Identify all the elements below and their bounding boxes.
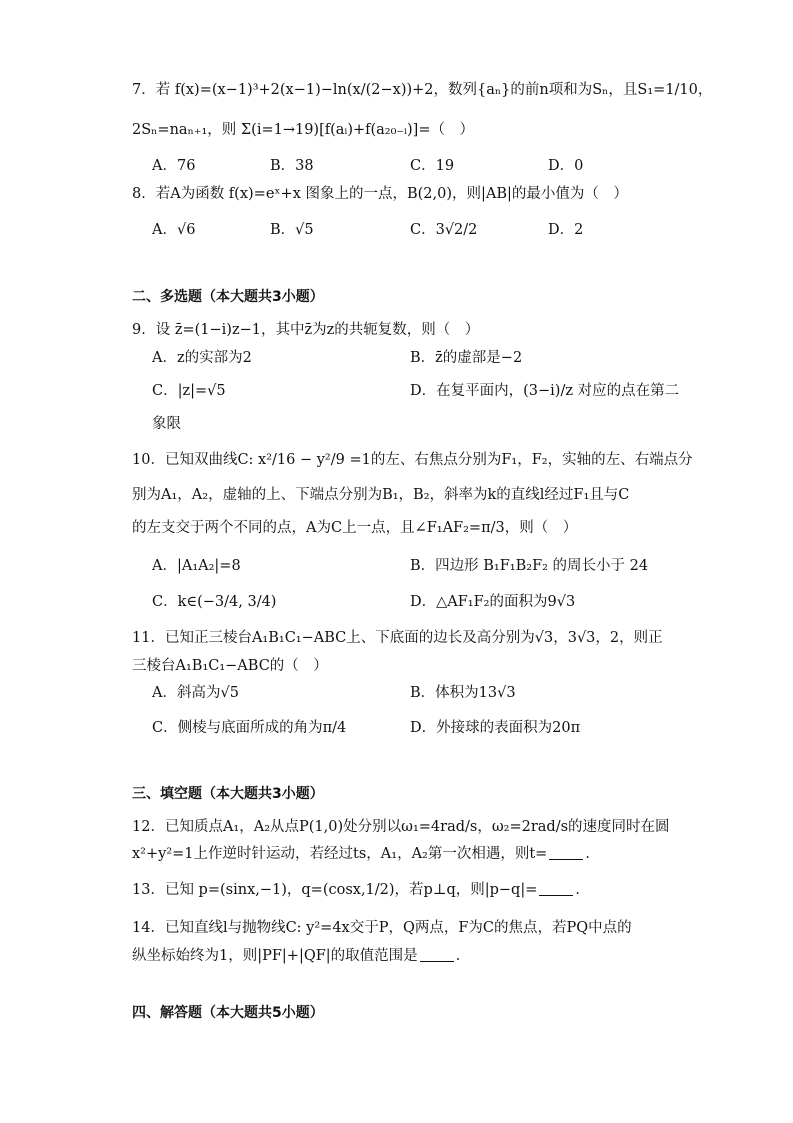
q11-line2: 三棱台A₁B₁C₁−ABC的（ ） (132, 658, 328, 674)
q10-option-b: B．四边形 B₁F₁B₂F₂ 的周长小于 24 (410, 558, 649, 574)
q8-option-c: C．3√2/2 (410, 222, 478, 238)
q13-line1-text: 13．已知 p=(sinx,−1)，q=(cosx,1/2)，若p⊥q，则|p−q|= (132, 882, 538, 898)
q8-option-b: B．√5 (270, 222, 314, 238)
q14-end: ． (455, 948, 471, 964)
q10-line2: 别为A₁，A₂，虚轴的上、下端点分别为B₁，B₂，斜率为k的直线l经过F₁且与C (132, 487, 630, 503)
q9-option-c: C．|z|=√5 (152, 383, 226, 399)
q9-option-b: B．z̄的虚部是−2 (410, 350, 523, 366)
q10-line3: 的左支交于两个不同的点，A为C上一点，且∠F₁AF₂=π/3，则（ ） (132, 520, 578, 536)
q9-option-d: D．在复平面内，(3−i)/z 对应的点在第二 (410, 383, 680, 399)
q11-option-c: C．侧棱与底面所成的角为π/4 (152, 720, 347, 736)
q13-end: ． (575, 882, 590, 898)
q8-option-a: A．√6 (152, 222, 196, 238)
q14-line2 (132, 946, 683, 966)
q7-option-a: A．76 (152, 158, 196, 174)
q14-line1: 14．已知直线l与抛物线C: y²=4x交于P，Q两点，F为C的焦点，若PQ中点的 (132, 920, 632, 936)
q8-option-d: D．2 (548, 222, 584, 238)
q12-answer-blank (549, 845, 583, 860)
q13-answer-blank (539, 881, 573, 896)
q11-line1: 11．已知正三棱台A₁B₁C₁−ABC上、下底面的边长及高分别为√3，3√3，2，则正 (132, 630, 663, 646)
q8-line1: 8．若A为函数 f(x)=eˣ+x 图象上的一点，B(2,0)，则|AB|的最小值为（ ） (132, 186, 628, 202)
q14-line2-text: 纵坐标始终为1，则|PF|+|QF|的取值范围是 (132, 948, 418, 964)
q9-option-a: A．z的实部为2 (152, 350, 252, 366)
section-heading-multiple-choice: 二、多选题（本大题共3小题） (132, 289, 324, 305)
section-heading-answer: 四、解答题（本大题共5小题） (132, 1005, 324, 1021)
q12-line1: 12．已知质点A₁，A₂从点P(1,0)处分别以ω₁=4rad/s，ω₂=2rad/s的速度同时在圆 (132, 819, 670, 835)
q9-line1: 9．设 z̄=(1−i)z−1，其中z̄为z的共轭复数，则（ ） (132, 322, 480, 338)
q7-option-b: B．38 (270, 158, 314, 174)
q12-end: ． (585, 846, 600, 862)
q7-line1: 7．若 f(x)=(x−1)³+2(x−1)−ln(x/(2−x))+2，数列{aₙ}的前n项和为Sₙ，且S₁=1/10， (132, 82, 713, 98)
q7-option-d: D．0 (548, 158, 584, 174)
q7-option-c: C．19 (410, 158, 455, 174)
q12-line2 (132, 844, 683, 864)
q11-option-a: A．斜高为√5 (152, 685, 239, 701)
section-heading-fill-blank: 三、填空题（本大题共3小题） (132, 786, 324, 802)
q10-option-c: C．k∈(−3/4, 3/4) (152, 594, 277, 610)
q7-line2: 2Sₙ=naₙ₊₁，则 Σ(i=1→19)[f(aᵢ)+f(a₂₀₋ᵢ)]=（ ） (132, 122, 474, 138)
q10-line1: 10．已知双曲线C: x²/16 − y²/9 =1的左、右焦点分别为F₁，F₂，实轴的左、右端点分 (132, 452, 693, 468)
q11-option-d: D．外接球的表面积为20π (410, 720, 581, 736)
q9-option-d-continued: 象限 (152, 416, 181, 432)
q12-line2-text: x²+y²=1上作逆时针运动，若经过ts，A₁，A₂第一次相遇，则t= (132, 846, 548, 862)
q13-line1 (132, 880, 683, 900)
q10-option-a: A．|A₁A₂|=8 (152, 558, 241, 574)
q14-answer-blank (420, 947, 454, 962)
q10-option-d: D．△AF₁F₂的面积为9√3 (410, 594, 576, 610)
q11-option-b: B．体积为13√3 (410, 685, 516, 701)
